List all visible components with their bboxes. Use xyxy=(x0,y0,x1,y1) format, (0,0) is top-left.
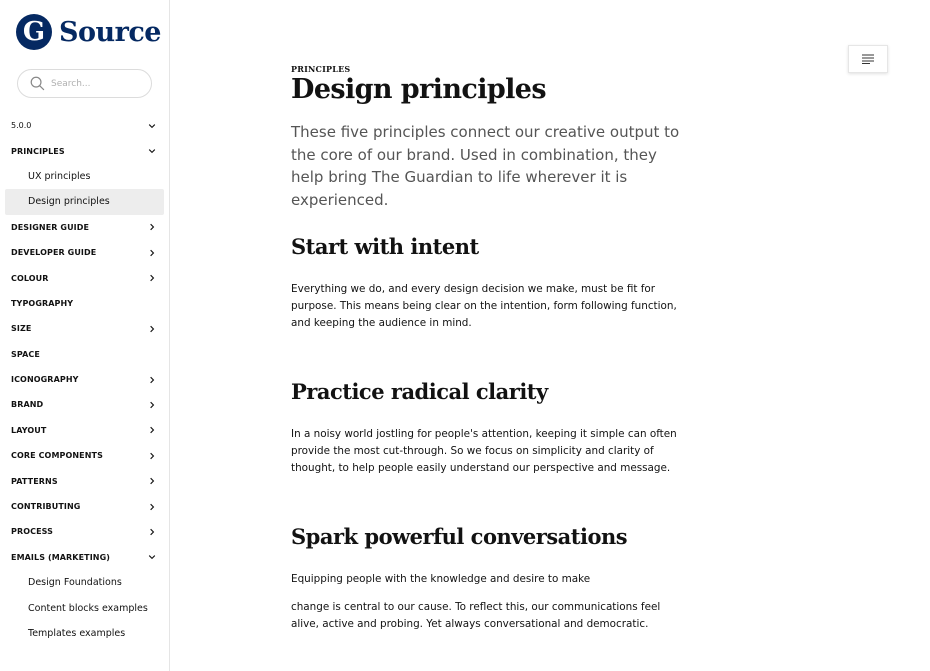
chevron-right-icon xyxy=(148,274,156,282)
chevron-down-icon xyxy=(148,122,156,130)
chevron-down-icon xyxy=(148,553,156,561)
sidebar-item-content-blocks-examples[interactable] xyxy=(5,595,164,620)
sidebar-item-label: Templates examples xyxy=(28,628,126,639)
sidebar-item-label: UX principles xyxy=(28,170,91,182)
sidebar-item-size[interactable] xyxy=(5,316,164,341)
sidebar-item-layout[interactable] xyxy=(5,418,164,443)
sidebar-item-design-principles[interactable] xyxy=(5,189,164,214)
logo-text: Source xyxy=(59,16,161,48)
section-body: Equipping people with the knowledge and desire to make xyxy=(291,573,591,585)
sidebar-item-label: PROCESS xyxy=(11,527,54,537)
search-input[interactable] xyxy=(51,79,141,89)
sidebar-item-label: Design principles xyxy=(28,196,110,208)
logo[interactable] xyxy=(16,14,161,50)
chevron-right-icon xyxy=(148,376,156,384)
sidebar-item-patterns[interactable] xyxy=(5,468,164,493)
chevron-right-icon xyxy=(148,503,156,511)
chevron-right-icon xyxy=(148,325,156,333)
sidebar-item-label: SIZE xyxy=(11,324,32,334)
sidebar-item-label: CONTRIBUTING xyxy=(11,502,81,512)
sidebar-item-core-components[interactable] xyxy=(5,443,164,468)
page-intro: These five principles connect our creative output to the core of our brand. Used in combination, they help bring The Guardian to life wherever it is experienced. xyxy=(291,123,680,209)
sidebar-item-design-foundations[interactable] xyxy=(5,570,164,595)
sidebar-item-emails-marketing[interactable] xyxy=(5,545,164,570)
sidebar-item-label: SPACE xyxy=(11,349,40,359)
chevron-right-icon xyxy=(148,401,156,409)
page-title: Design principles xyxy=(291,74,546,105)
search-box[interactable] xyxy=(17,69,152,98)
sidebar-item-templates-examples[interactable] xyxy=(5,621,164,646)
sidebar-nav xyxy=(5,113,164,646)
menu-lines-icon xyxy=(862,54,875,64)
search-icon xyxy=(30,76,45,91)
sidebar-item-label: DEVELOPER GUIDE xyxy=(11,248,97,258)
chevron-right-icon xyxy=(148,528,156,536)
sidebar-item-label: CORE COMPONENTS xyxy=(11,451,103,461)
sidebar-item-label: BRAND xyxy=(11,400,44,410)
sidebar-item-label: ICONOGRAPHY xyxy=(11,375,79,385)
section-body: Everything we do, and every design decision we make, must be fit for purpose. This means being clear on the intention, form following function, and keeping the audience in mind. xyxy=(291,283,677,329)
sidebar-item-label: LAYOUT xyxy=(11,425,47,435)
sidebar-item-label: Content blocks examples xyxy=(28,602,148,614)
sidebar-item-process[interactable] xyxy=(5,519,164,544)
chevron-down-icon xyxy=(148,147,156,155)
page-kicker: PRINCIPLES xyxy=(291,64,351,74)
version-selector[interactable] xyxy=(5,113,164,138)
version-label: 5.0.0 xyxy=(11,121,32,131)
section-body: In a noisy world jostling for people's attention, keeping it simple can often provide the most cut-through. So we focus on simplicity and clarity of thought, to help people easily understand our perspective and message. xyxy=(291,428,677,474)
chevron-right-icon xyxy=(148,477,156,485)
sidebar xyxy=(0,0,170,671)
sidebar-item-colour[interactable] xyxy=(5,265,164,290)
chevron-right-icon xyxy=(148,452,156,460)
section-heading: Spark powerful conversations xyxy=(291,524,628,549)
chevron-right-icon xyxy=(148,426,156,434)
section-heading: Practice radical clarity xyxy=(291,379,548,404)
sidebar-item-label: TYPOGRAPHY xyxy=(11,298,74,308)
sidebar-item-label: COLOUR xyxy=(11,273,49,283)
section-body: change is central to our cause. To reflect this, our communications feel alive, active and probing. Yet always conversational and democratic. xyxy=(291,601,661,630)
sidebar-item-label: PATTERNS xyxy=(11,476,58,486)
sidebar-item-iconography[interactable] xyxy=(5,367,164,392)
table-of-contents-button[interactable] xyxy=(848,45,888,73)
sidebar-item-label: Design Foundations xyxy=(28,577,122,589)
sidebar-item-ux-principles[interactable] xyxy=(5,164,164,189)
sidebar-item-developer-guide[interactable] xyxy=(5,240,164,265)
chevron-right-icon xyxy=(148,249,156,257)
chevron-right-icon xyxy=(148,223,156,231)
sidebar-item-label: PRINCIPLES xyxy=(11,146,65,156)
guardian-logo-icon: G xyxy=(16,14,52,50)
sidebar-item-label: DESIGNER GUIDE xyxy=(11,222,90,232)
sidebar-item-space[interactable] xyxy=(5,342,164,367)
sidebar-item-brand[interactable] xyxy=(5,392,164,417)
sidebar-item-designer-guide[interactable] xyxy=(5,215,164,240)
sidebar-item-principles[interactable] xyxy=(5,138,164,163)
sidebar-item-label: EMAILS (MARKETING) xyxy=(11,552,111,562)
sidebar-item-contributing[interactable] xyxy=(5,494,164,519)
sidebar-item-typography[interactable] xyxy=(5,291,164,316)
section-heading: Start with intent xyxy=(291,234,479,259)
